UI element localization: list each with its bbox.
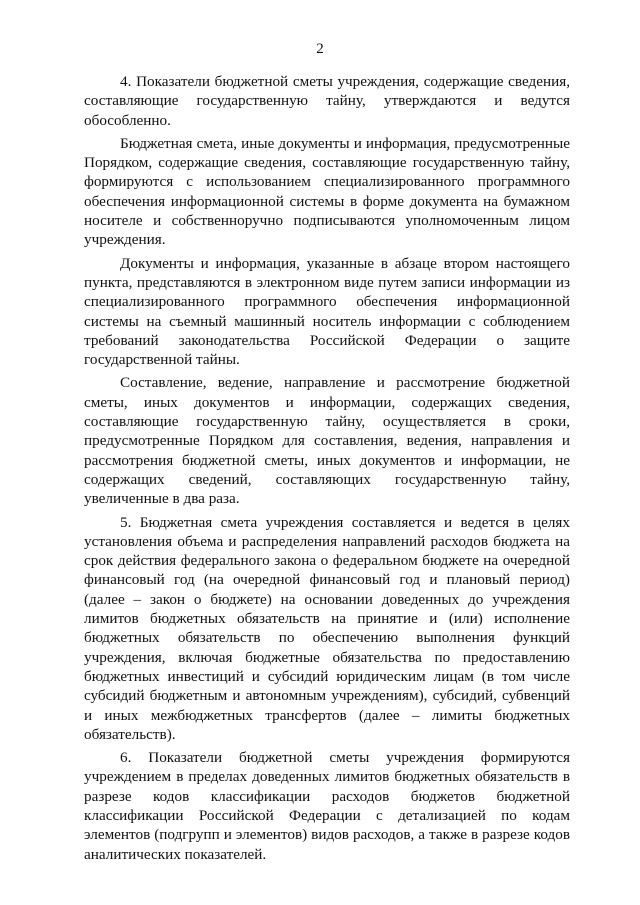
paragraph-item-5: 5. Бюджетная смета учреждения составляется и ведется в целях установления объема и распределения направлений расходов бюджета на срок действия федерального закона о федеральном бюджете на очередной финансовый год (на очередной финансовый год и плановый период) (далее – закон о бюджете) на основании доведенных до учреждения лимитов бюджетных обязательств на принятие и (или) исполнение бюджетных обязательств по обеспечению выполнения функций учреждения, включая бюджетные обязательства по предоставлению бюджетных инвестиций и субсидий юридическим лицам (в том числе субсидий бюджетным и автономным учреждениям), субсидий, субвенций и иных межбюджетных трансфертов (далее – лимиты бюджетных обязательств). [84, 513, 570, 743]
page-number: 2 [316, 41, 324, 57]
paragraph-item-4: 4. Показатели бюджетной сметы учреждения, содержащие сведения, составляющие государственную тайну, утверждаются и ведутся обособленно. [84, 73, 570, 129]
paragraph-item-6: 6. Показатели бюджетной сметы учреждения формируются учреждением в пределах доведенных лимитов бюджетных обязательств в разрезе кодов классификации расходов бюджетов бюджетной классификации Российской Федерации с детализацией по кодам элементов (подгрупп и элементов) видов расходов, а также в разрезе кодов аналитических показателей. [84, 749, 570, 863]
document-body [84, 72, 570, 864]
paragraph-budget-estimate-formation: Бюджетная смета, иные документы и информация, предусмотренные Порядком, содержащие сведения, составляющие государственную тайну, формируются с использованием специализированного программного обеспечения информационной системы в форме документа на бумажном носителе и собственноручно подписываются уполномоченным лицом учреждения. [84, 134, 570, 249]
paragraph-deadlines: Составление, ведение, направление и рассмотрение бюджетной сметы, иных документов и информации, содержащих сведения, составляющие государственную тайну, осуществляется в сроки, предусмотренные Порядком для составления, ведения, направления и рассмотрения бюджетной сметы, иных документов и информации, не содержащих сведений, составляющих государственную тайну, увеличенные в два раза. [84, 374, 570, 508]
paragraph-electronic-submission: Документы и информация, указанные в абзаце втором настоящего пункта, представляются в электронном виде путем записи информации из специализированного программного обеспечения информационной системы на съемный машинный носитель информации с соблюдением требований законодательства Российской Федерации о защите государственной тайны. [84, 254, 570, 369]
